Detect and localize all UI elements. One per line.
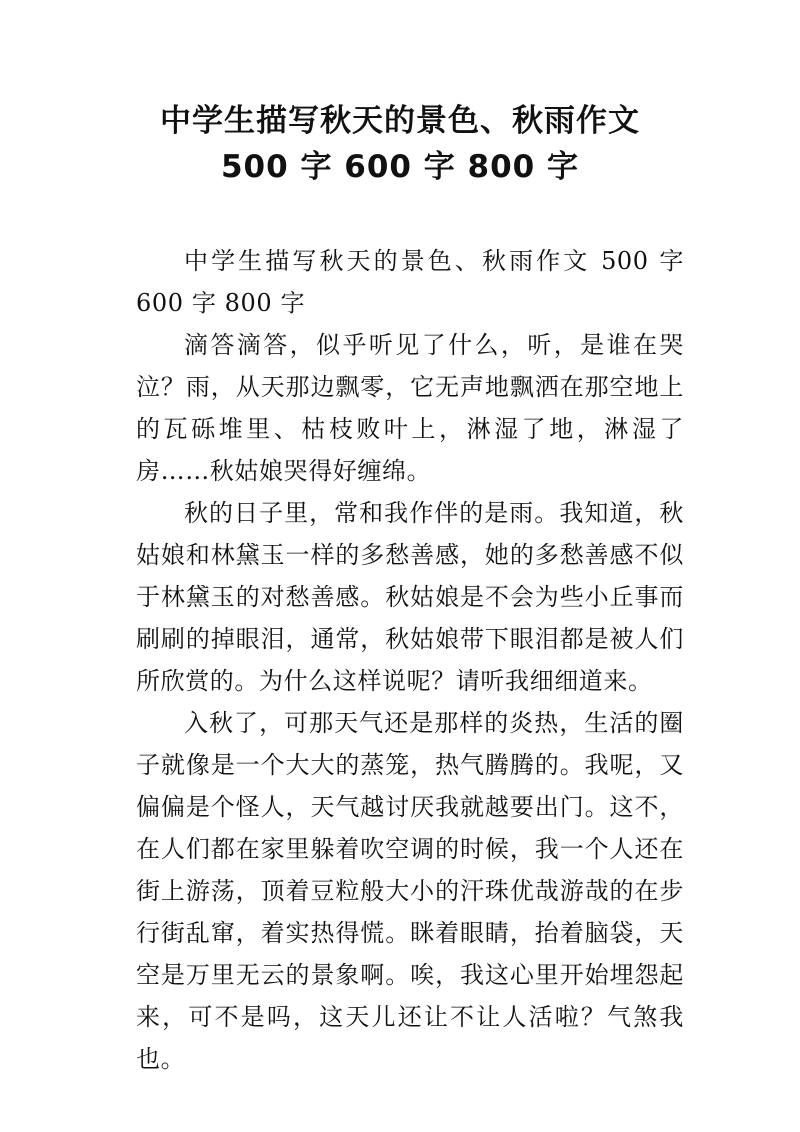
title-line-1: 中学生描写秋天的景色、秋雨作文 <box>160 103 640 139</box>
document-body <box>136 240 684 1080</box>
paragraph-2: 滴答滴答，似乎听见了什么，听，是谁在哭泣？雨，从天那边飘零，它无声地飘洒在那空地上的瓦砾堆里、枯枝败叶上，淋湿了地，淋湿了房……秋姑娘哭得好缠绵。 <box>136 331 684 485</box>
document-title <box>100 98 700 190</box>
paragraph-4: 入秋了，可那天气还是那样的炎热，生活的圈子就像是一个大大的蒸笼，热气腾腾的。我呢，又偏偏是个怪人，天气越讨厌我就越要出门。这不，在人们都在家里躲着吹空调的时候，我一个人还在街上游荡，顶着豆粒般大小的汗珠优哉游哉的在步行街乱窜，着实热得慌。眯着眼睛，抬着脑袋，天空是万里无云的景象啊。唉，我这心里开始埋怨起来，可不是吗，这天儿还让不让人活啦？气煞我也。 <box>136 709 684 1073</box>
paragraph-3: 秋的日子里，常和我作伴的是雨。我知道，秋姑娘和林黛玉一样的多愁善感，她的多愁善感不似于林黛玉的对愁善感。秋姑娘是不会为些小丘事而刷刷的掉眼泪，通常，秋姑娘带下眼泪都是被人们所欣赏的。为什么这样说呢？请听我细细道来。 <box>136 499 684 695</box>
paragraph-1: 中学生描写秋天的景色、秋雨作文 500 字 600 字 800 字 <box>136 247 684 317</box>
title-line-2: 500 字 600 字 800 字 <box>220 149 580 185</box>
